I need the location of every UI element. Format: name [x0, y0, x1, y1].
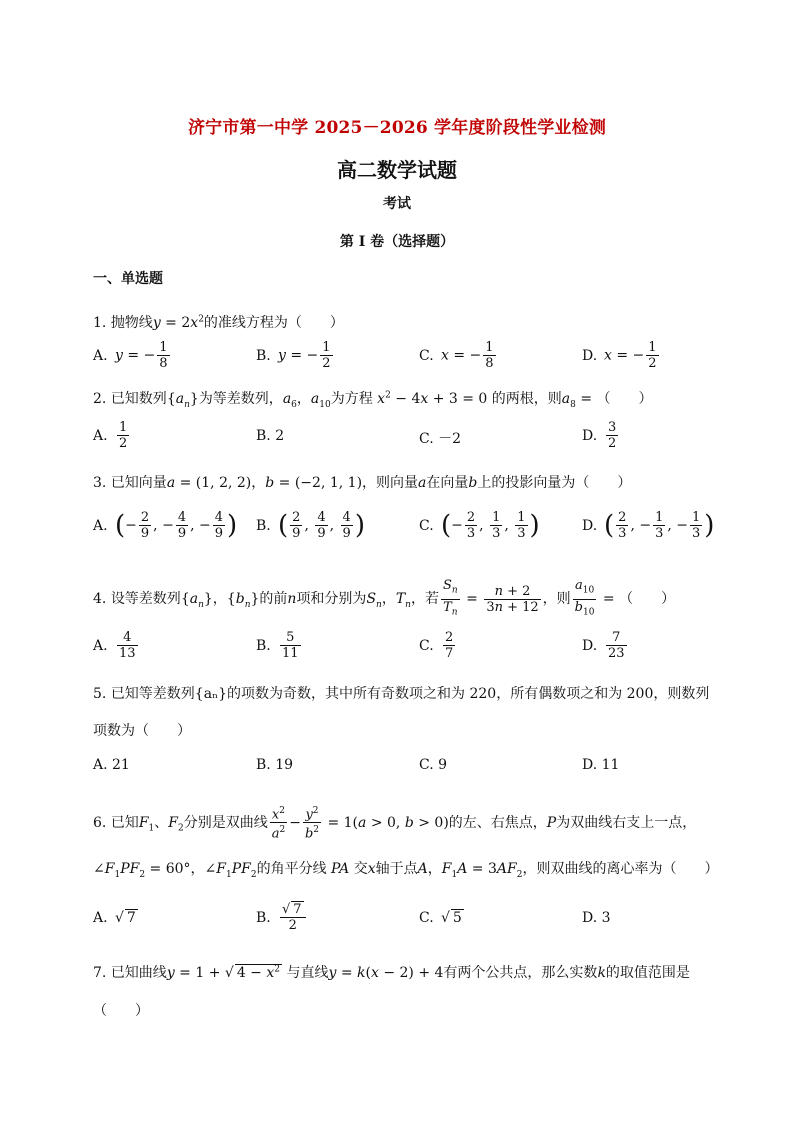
question-6-continued: $\angle F_1PF_2 = 60^\circ$，$\angle F_1PF_2$的角平分线 PA 交x轴于点A，$F_1A = 3AF_2$，则双曲线的离心率为（ ）: [93, 861, 719, 880]
subject-title: 高二数学试题: [337, 158, 457, 182]
question-7-continued: （ ）: [93, 1003, 149, 1019]
option-c: C. －2: [419, 431, 462, 447]
option-c: C. x = − $\frac{1}{8}$: [419, 340, 494, 371]
option-a: A. (− $\frac{2}{9}$ , − $\frac{4}{9}$ , − $\frac{4}{9}$ ): [93, 510, 238, 541]
option-c: C. √ 5: [419, 910, 462, 926]
option-c: C. $\frac{2}{7}$: [419, 630, 454, 661]
option-a: A. $\frac{4}{13}$: [93, 630, 136, 661]
question-6: 6. 已知$F_1$、$F_2$分别是双曲线 $\frac{x^2}{a^2}$ − $\frac{y^2}{b^2}$ = 1(a > 0, b > 0)的左、右焦点，P为双曲线右支上一点，: [93, 806, 697, 842]
question-1: 1. 抛物线$y = 2x^2$的准线方程为（ ）: [93, 314, 344, 331]
option-c: C. (− $\frac{2}{3}$ , $\frac{1}{3}$ , $\frac{1}{3}$ ): [419, 510, 540, 541]
option-c: C. 9: [419, 757, 448, 773]
question-text: 抛物线: [110, 315, 153, 331]
option-b: B. $\frac{5}{11}$: [256, 630, 299, 661]
option-b: B. ( $\frac{2}{9}$ , $\frac{4}{9}$ , $\frac{4}{9}$ ): [256, 510, 365, 541]
question-5: 5. 已知等差数列{aₙ}的项数为奇数，其中所有奇数项之和为 220，所有偶数项之和为 200，则数列: [93, 686, 710, 702]
section-heading: 一、单选题: [93, 271, 163, 287]
option-b: B. 2: [256, 428, 285, 444]
option-d: D. 3: [582, 910, 611, 926]
exam-label: 考试: [383, 196, 411, 212]
volume-title: 第 I 卷（选择题）: [339, 234, 455, 250]
option-a: A. 21: [93, 757, 130, 773]
question-text: 的准线方程为（ ）: [203, 315, 344, 331]
option-a: A. y = − $\frac{1}{8}$: [93, 340, 168, 371]
question-2: 2. 已知数列$\{a_n\}$为等差数列，$a_6$，$a_{10}$为方程 $x^2 - 4x + 3 = 0$ 的两根，则$a_8$ = （ ）: [93, 390, 653, 410]
option-b: B. 19: [256, 757, 294, 773]
question-number: 1.: [93, 315, 107, 331]
option-d: D. $\frac{7}{23}$: [582, 630, 625, 661]
option-b: B. $\frac{√ 7}{2}$: [256, 902, 308, 933]
option-b: B. y = − $\frac{1}{2}$: [256, 340, 331, 371]
school-title: 济宁市第一中学 2025－2026 学年度阶段性学业检测: [187, 118, 607, 138]
option-d: D. ( $\frac{2}{3}$ , − $\frac{1}{3}$ , − $\frac{1}{3}$ ): [582, 510, 715, 541]
option-d: D. x = − $\frac{1}{2}$: [582, 340, 657, 371]
option-a: A. $\frac{1}{2}$: [93, 420, 128, 451]
question-5-continued: 项数为（ ）: [93, 723, 191, 739]
question-4: 4. 设等差数列$\{a_n\}$，$\{b_n\}$的前n项和分别为$S_n$，$T_n$，若 $\frac{S_n}{T_n}$ = $\frac{n + 2}{3n + 12}$ ，则 $\frac{a_{10}}{b_{10}}$ = （ ）: [93, 578, 676, 618]
option-d: D. 11: [582, 757, 620, 773]
question-7: 7. 已知曲线y = 1 + √ $4 - x^2$ 与直线y = k(x − 2) + 4有两个公共点，那么实数k的取值范围是: [93, 964, 690, 981]
option-a: A. √ 7: [93, 910, 136, 926]
option-d: D. $\frac{3}{2}$: [582, 420, 617, 451]
question-3: 3. 已知向量a = (1, 2, 2)，b = (−2, 1, 1)，则向量a在向量b上的投影向量为（ ）: [93, 475, 632, 491]
